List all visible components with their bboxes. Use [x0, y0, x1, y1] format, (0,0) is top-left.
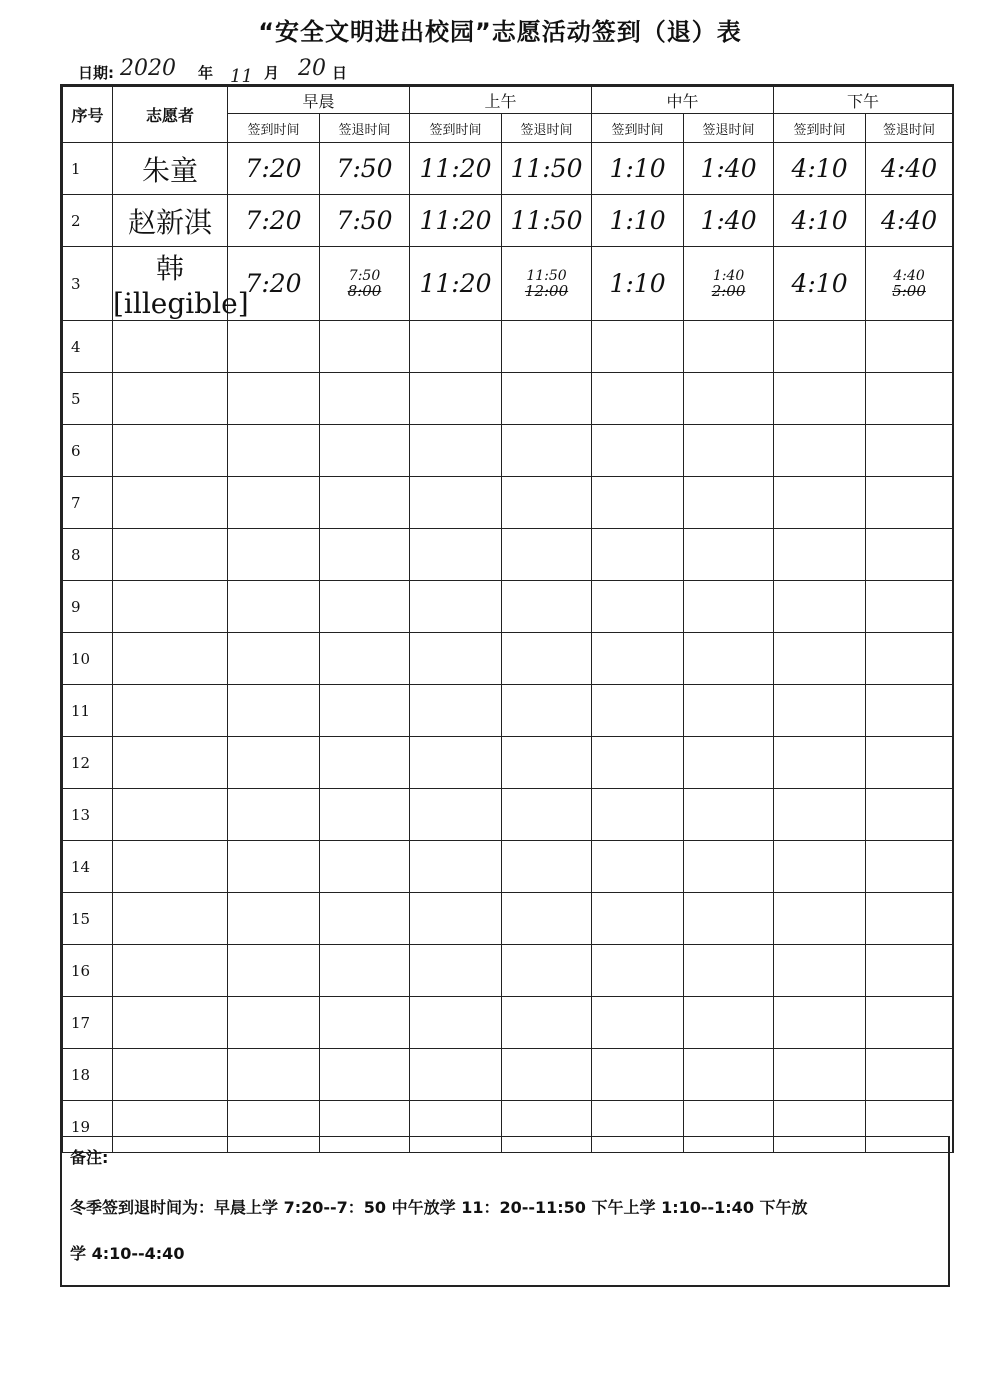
sign-out-time [502, 581, 592, 633]
header-sign-out: 签退时间 [684, 114, 774, 143]
sign-out-time [502, 789, 592, 841]
sign-out-time [866, 633, 953, 685]
sign-in-time [228, 893, 320, 945]
row-number: 6 [63, 425, 113, 477]
sign-in-time [592, 581, 684, 633]
notes-line-2: 学 4:10--4:40 [70, 1244, 185, 1263]
volunteer-name [113, 841, 228, 893]
sign-in-time [592, 477, 684, 529]
time-value: 4:10 [791, 206, 848, 235]
sign-out-time [684, 195, 774, 247]
time-value: 1:10 [609, 206, 666, 235]
sign-in-time [592, 841, 684, 893]
date-year: 2020 [120, 56, 176, 81]
row-number: 1 [63, 143, 113, 195]
time-value: 11:50 [510, 206, 583, 235]
row-number: 4 [63, 321, 113, 373]
sign-out-time [684, 247, 774, 321]
time-value: 1:40 [700, 206, 757, 235]
table-row [63, 529, 953, 581]
sign-in-time [228, 529, 320, 581]
sign-out-time [866, 581, 953, 633]
date-day-unit: 日 [332, 64, 348, 82]
sign-out-time [866, 685, 953, 737]
time-value: 7:50 [336, 154, 393, 183]
row-number: 10 [63, 633, 113, 685]
row-number: 16 [63, 945, 113, 997]
row-number: 18 [63, 1049, 113, 1101]
sign-out-time [684, 373, 774, 425]
sign-in-time [592, 321, 684, 373]
page-title: “安全文明进出校园”志愿活动签到（退）表 [258, 18, 742, 46]
sign-out-time [502, 195, 592, 247]
sign-in-time [228, 425, 320, 477]
sign-out-time [866, 529, 953, 581]
sign-out-time [684, 1049, 774, 1101]
table-row [63, 1049, 953, 1101]
sign-out-time [502, 425, 592, 477]
volunteer-name [113, 685, 228, 737]
sign-out-time [866, 737, 953, 789]
row-number: 14 [63, 841, 113, 893]
time-value: 4:40 [880, 154, 938, 183]
struck-time: 12:00 [524, 281, 569, 300]
sign-in-time [410, 529, 502, 581]
sign-out-time [866, 321, 953, 373]
sign-in-time [228, 195, 320, 247]
sign-out-time [866, 893, 953, 945]
sign-out-time [502, 143, 592, 195]
sign-in-time [410, 737, 502, 789]
header-index: 序号 [63, 87, 113, 143]
row-number: 15 [63, 893, 113, 945]
notes-box [60, 1136, 950, 1287]
sign-in-time [774, 1049, 866, 1101]
header-sign-in: 签到时间 [592, 114, 684, 143]
sign-out-time [866, 945, 953, 997]
sign-in-time [592, 737, 684, 789]
time-value: 7:20 [245, 154, 302, 183]
sign-in-time [774, 529, 866, 581]
row-number: 5 [63, 373, 113, 425]
corrected-time: 11:50 [526, 267, 567, 284]
sign-out-time [320, 529, 410, 581]
sign-out-time [684, 737, 774, 789]
header-morning: 早晨 [228, 87, 410, 114]
sign-in-time [592, 685, 684, 737]
time-value: 4:10 [791, 154, 848, 183]
sign-out-time [502, 1049, 592, 1101]
sign-in-time [410, 477, 502, 529]
sign-in-time [774, 945, 866, 997]
row-number: 19 [63, 1101, 113, 1153]
table-body [63, 143, 953, 1153]
date-label: 日期: [78, 64, 114, 82]
volunteer-name: 赵新淇 [113, 195, 228, 247]
table-row [63, 633, 953, 685]
sign-in-time [228, 945, 320, 997]
sign-out-time [684, 477, 774, 529]
sign-out-time [684, 789, 774, 841]
sign-in-time [410, 373, 502, 425]
sign-in-time [228, 737, 320, 789]
sign-out-time [684, 633, 774, 685]
row-number: 17 [63, 997, 113, 1049]
volunteer-name [113, 529, 228, 581]
sign-in-time [774, 373, 866, 425]
sign-out-time [684, 425, 774, 477]
table-row [63, 841, 953, 893]
sign-in-time [410, 1049, 502, 1101]
time-value: 1:10 [609, 154, 666, 183]
sign-in-table [60, 84, 954, 1153]
header-noon: 中午 [592, 87, 774, 114]
volunteer-name [113, 997, 228, 1049]
sign-in-time [228, 789, 320, 841]
sign-in-time [228, 581, 320, 633]
sign-out-time [866, 1049, 953, 1101]
sign-in-time [774, 737, 866, 789]
corrected-time: 1:40 [712, 267, 745, 284]
volunteer-name [113, 373, 228, 425]
date-month: 11 [230, 66, 253, 87]
sign-in-time [410, 143, 502, 195]
time-value: 7:50 [336, 206, 393, 235]
sign-out-time [320, 321, 410, 373]
sign-out-time [320, 1049, 410, 1101]
sign-out-time [320, 737, 410, 789]
volunteer-name [113, 477, 228, 529]
sign-in-time [228, 143, 320, 195]
volunteer-name [113, 737, 228, 789]
sign-out-time [866, 997, 953, 1049]
sign-out-time [684, 143, 774, 195]
sign-out-time [320, 685, 410, 737]
sign-out-time [866, 789, 953, 841]
sign-in-time [592, 143, 684, 195]
volunteer-name: 朱童 [113, 143, 228, 195]
notes-line-1: 冬季签到退时间为：早晨上学 7:20--7：50 中午放学 11：20--11:50 下午上学 1:10--1:40 下午放 [70, 1198, 808, 1217]
table-row [63, 893, 953, 945]
sign-out-time [320, 841, 410, 893]
sign-in-time [228, 373, 320, 425]
sign-out-time [684, 685, 774, 737]
sign-in-time [410, 321, 502, 373]
sign-out-time [502, 841, 592, 893]
struck-time: 2:00 [711, 281, 746, 300]
sign-out-time [320, 477, 410, 529]
sign-out-time [684, 581, 774, 633]
row-number: 12 [63, 737, 113, 789]
sign-out-time [320, 581, 410, 633]
notes-label: 备注: [70, 1148, 109, 1167]
sign-out-time [502, 477, 592, 529]
sign-in-time [410, 945, 502, 997]
sign-in-time [410, 581, 502, 633]
sign-out-time [684, 893, 774, 945]
table-row [63, 477, 953, 529]
header-sign-in: 签到时间 [228, 114, 320, 143]
sign-in-time [592, 529, 684, 581]
row-number: 11 [63, 685, 113, 737]
time-value: 11:20 [419, 269, 492, 298]
date-year-unit: 年 [198, 64, 214, 82]
sign-in-time [228, 997, 320, 1049]
sign-out-time [320, 633, 410, 685]
time-value: 4:40 [880, 206, 938, 235]
sign-out-time [866, 477, 953, 529]
sign-in-time [410, 633, 502, 685]
sign-in-time [228, 685, 320, 737]
sign-in-time [410, 195, 502, 247]
sign-in-time [774, 143, 866, 195]
sign-in-time [228, 841, 320, 893]
header-sign-out: 签退时间 [866, 114, 953, 143]
table-row [63, 195, 953, 247]
corrected-time: 4:40 [893, 267, 925, 284]
sign-in-time [774, 477, 866, 529]
sign-out-time [502, 945, 592, 997]
volunteer-name [113, 633, 228, 685]
sign-in-time [410, 893, 502, 945]
sign-out-time [684, 945, 774, 997]
time-value: 11:20 [419, 154, 492, 183]
volunteer-name: 韩[illegible] [113, 247, 228, 321]
sign-in-time [774, 425, 866, 477]
sign-out-time [502, 893, 592, 945]
sign-out-time [320, 945, 410, 997]
sign-out-time [502, 373, 592, 425]
sign-out-time [502, 685, 592, 737]
time-value: 7:20 [245, 269, 302, 298]
time-value: 1:40 [700, 154, 757, 183]
sign-in-time [410, 685, 502, 737]
sign-out-time [866, 841, 953, 893]
sign-in-time [410, 841, 502, 893]
row-number: 9 [63, 581, 113, 633]
sign-out-time [320, 893, 410, 945]
header-afternoon: 下午 [774, 87, 953, 114]
sign-out-time [866, 195, 953, 247]
sign-out-time [320, 143, 410, 195]
table-row [63, 685, 953, 737]
date-day: 20 [298, 56, 326, 81]
table-row [63, 247, 953, 321]
volunteer-name [113, 893, 228, 945]
sign-out-time [502, 633, 592, 685]
sign-in-time [410, 997, 502, 1049]
sign-out-time [684, 997, 774, 1049]
volunteer-name [113, 581, 228, 633]
sign-in-time [774, 633, 866, 685]
header-sign-out: 签退时间 [320, 114, 410, 143]
sign-in-time [410, 789, 502, 841]
row-number: 3 [63, 247, 113, 321]
sign-in-time [774, 789, 866, 841]
sign-in-time [228, 321, 320, 373]
sign-in-time [774, 685, 866, 737]
sign-in-time [592, 997, 684, 1049]
time-value: 11:20 [419, 206, 492, 235]
table-row [63, 945, 953, 997]
sign-out-time [684, 321, 774, 373]
sign-in-time [774, 195, 866, 247]
sign-out-time [866, 247, 953, 321]
sign-in-time [592, 373, 684, 425]
sign-out-time [320, 195, 410, 247]
table-row [63, 425, 953, 477]
sign-in-time [592, 425, 684, 477]
table-row [63, 143, 953, 195]
date-month-unit: 月 [264, 64, 280, 82]
sign-out-time [320, 373, 410, 425]
table-row [63, 321, 953, 373]
sign-in-time [774, 321, 866, 373]
struck-time: 8:00 [347, 281, 382, 300]
volunteer-name [113, 321, 228, 373]
sign-in-time [592, 247, 684, 321]
sign-in-time [592, 893, 684, 945]
row-number: 7 [63, 477, 113, 529]
table-row [63, 373, 953, 425]
sign-out-time [502, 997, 592, 1049]
sign-in-time [592, 195, 684, 247]
sign-in-time [228, 247, 320, 321]
volunteer-name [113, 425, 228, 477]
volunteer-name [113, 945, 228, 997]
sign-out-time [320, 789, 410, 841]
sign-out-time [502, 321, 592, 373]
table-row [63, 997, 953, 1049]
sign-in-time [774, 841, 866, 893]
sign-out-time [320, 247, 410, 321]
table-row [63, 737, 953, 789]
sign-out-time [866, 143, 953, 195]
sign-out-time [502, 737, 592, 789]
header-sign-in: 签到时间 [410, 114, 502, 143]
sign-in-time [774, 247, 866, 321]
row-number: 8 [63, 529, 113, 581]
time-value: 7:20 [245, 206, 302, 235]
sign-out-time [866, 373, 953, 425]
volunteer-name [113, 1049, 228, 1101]
sign-in-time [410, 247, 502, 321]
sign-out-time [320, 425, 410, 477]
header-sign-in: 签到时间 [774, 114, 866, 143]
sign-out-time [684, 841, 774, 893]
sign-in-time [592, 633, 684, 685]
sign-in-time [774, 997, 866, 1049]
sign-in-time [774, 581, 866, 633]
row-number: 2 [63, 195, 113, 247]
time-value: 1:10 [609, 269, 666, 298]
header-sign-out: 签退时间 [502, 114, 592, 143]
sign-out-time [502, 247, 592, 321]
header-volunteer: 志愿者 [113, 87, 228, 143]
sign-in-time [228, 1049, 320, 1101]
time-value: 11:50 [510, 154, 583, 183]
table-row [63, 789, 953, 841]
sign-out-time [502, 529, 592, 581]
sign-in-time [592, 789, 684, 841]
row-number: 13 [63, 789, 113, 841]
sign-in-time [592, 945, 684, 997]
sign-out-time [320, 997, 410, 1049]
sign-in-time [592, 1049, 684, 1101]
sign-in-time [410, 425, 502, 477]
sign-in-time [228, 477, 320, 529]
sign-in-time [228, 633, 320, 685]
sign-out-time [684, 529, 774, 581]
volunteer-name [113, 789, 228, 841]
sign-in-time [774, 893, 866, 945]
time-value: 4:10 [791, 269, 848, 298]
corrected-time: 7:50 [348, 267, 381, 284]
sign-out-time [866, 425, 953, 477]
struck-time: 5:00 [892, 281, 926, 300]
table-row [63, 581, 953, 633]
header-forenoon: 上午 [410, 87, 592, 114]
